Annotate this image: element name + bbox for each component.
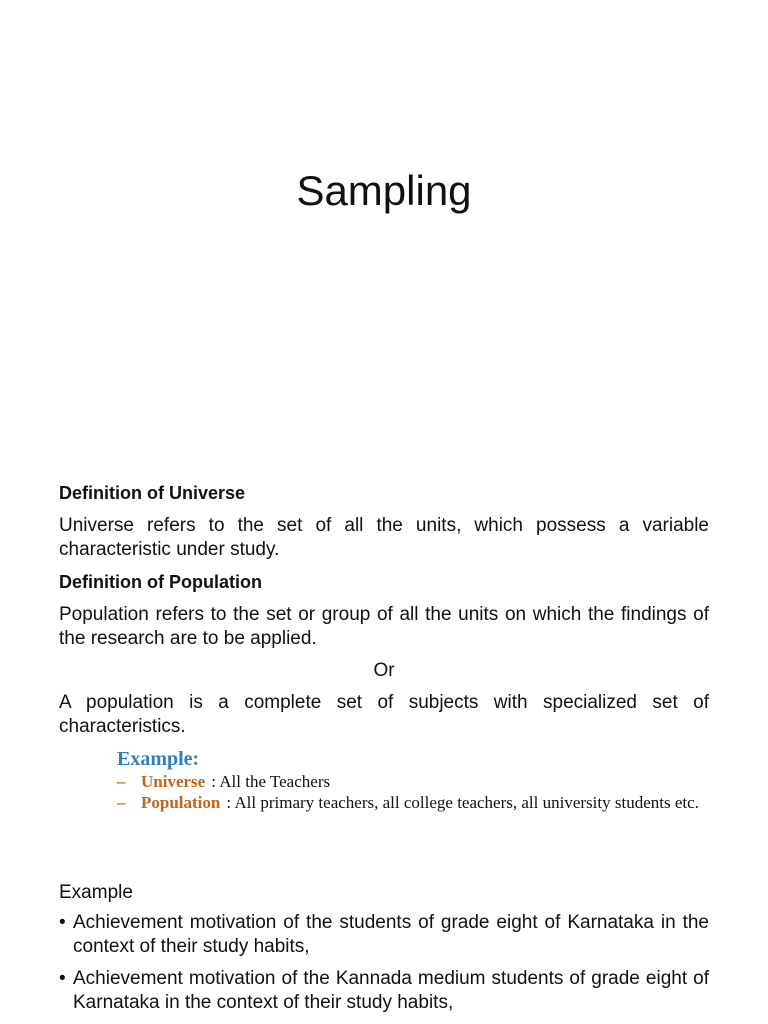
or-separator: Or [373, 660, 395, 681]
example-label: Example [59, 882, 133, 903]
population-heading: Definition of Population [59, 572, 262, 592]
list-item-text: Achievement motivation of the students of grade eight of Karnataka in the context of their study habits, [73, 912, 709, 957]
slide-content [59, 481, 709, 1023]
example-bullet-list [59, 911, 709, 1015]
population-example-value: : All primary teachers, all college teachers, all university students etc. [226, 793, 699, 812]
universe-definition: Universe refers to the set of all the units, which possess a variable characteristic under study. [59, 515, 709, 560]
universe-example-value: : All the Teachers [211, 772, 331, 791]
population-term: Population [141, 793, 221, 812]
example-box-title: Example: [117, 748, 200, 770]
example-universe-row [117, 771, 717, 792]
universe-term: Universe [141, 772, 206, 791]
list-item [59, 911, 709, 959]
universe-heading: Definition of Universe [59, 483, 246, 503]
list-item [59, 967, 709, 1015]
dash-bullet: – [117, 772, 126, 791]
bullet-icon: • [59, 912, 66, 933]
dash-bullet: – [117, 793, 126, 812]
population-definition-alt: A population is a complete set of subjects with specialized set of characteristics. [59, 692, 709, 737]
example-image-box [117, 747, 717, 843]
slide-title: Sampling [296, 167, 472, 214]
example-population-row [117, 792, 717, 813]
list-item-text: Achievement motivation of the Kannada medium students of grade eight of Karnataka in the context of their study habits, [73, 968, 709, 1013]
bullet-icon: • [59, 968, 66, 989]
population-definition: Population refers to the set or group of all the units on which the findings of the research are to be applied. [59, 604, 709, 649]
